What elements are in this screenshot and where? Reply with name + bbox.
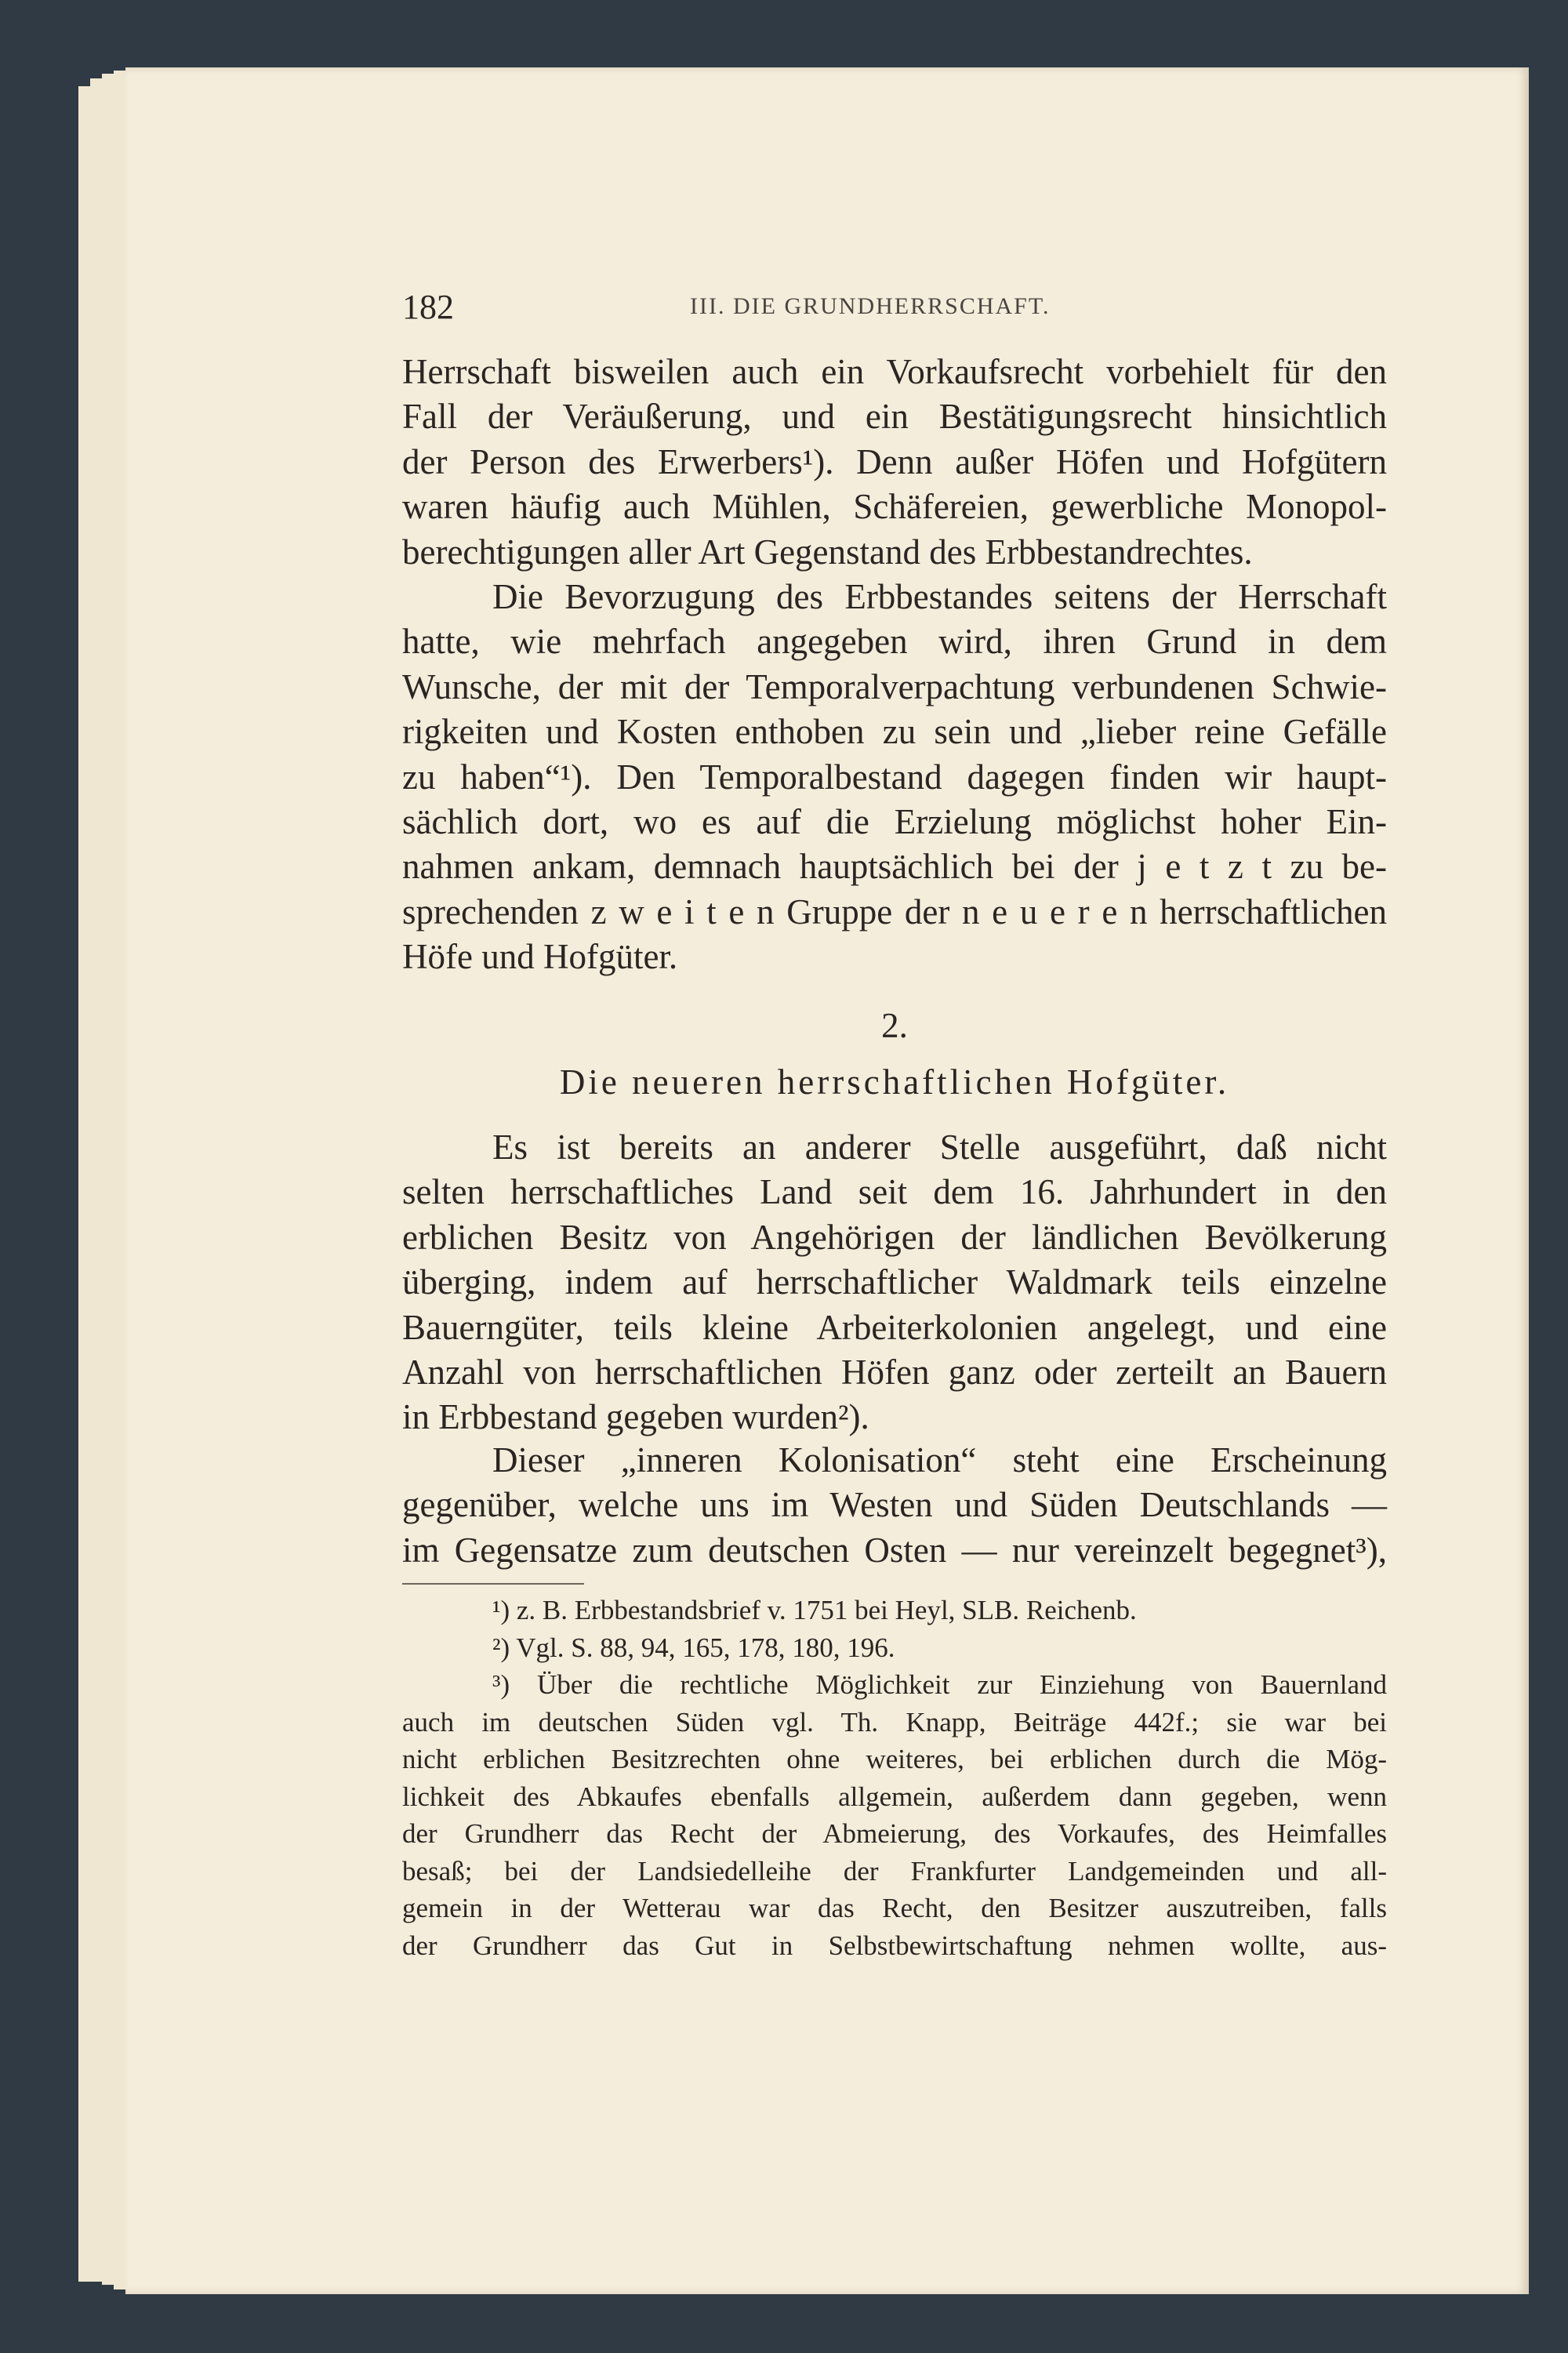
paragraph-1 — [402, 350, 1387, 575]
text-line: Die Bevorzugung des Erbbestandes seitens der Herrschaft — [492, 577, 1387, 616]
text-line: hatte, wie mehrfach angegeben wird, ihren Grund in dem — [402, 622, 1387, 662]
paragraph-2 — [402, 575, 1387, 980]
text-line: überging, indem auf herrschaftlicher Waldmark teils einzelne — [402, 1262, 1387, 1302]
page-number: 182 — [402, 288, 454, 326]
footnote-line: der Grundherr das Recht der Abmeierung, des Vorkaufes, des Heimfalles — [402, 1818, 1387, 1849]
text-line: Anzahl von herrschaftlichen Höfen ganz oder zerteilt an Bauern — [402, 1352, 1387, 1392]
paragraph-4 — [402, 1438, 1387, 1573]
footnote-line: lichkeit des Abkaufes ebenfalls allgemein, außerdem dann gegeben, wenn — [402, 1781, 1387, 1812]
footnote-line: ¹) z. B. Erbbestandsbrief v. 1751 bei Heyl, SLB. Reichenb. — [492, 1595, 1137, 1625]
text-line: nahmen ankam, demnach hauptsächlich bei der j e t z t zu be- — [402, 847, 1387, 887]
footnote-line: ²) Vgl. S. 88, 94, 165, 178, 180, 196. — [492, 1632, 895, 1663]
footnote-line: besaß; bei der Landsiedelleihe der Frankfurter Landgemeinden und all- — [402, 1855, 1387, 1886]
footnote-line: auch im deutschen Süden vgl. Th. Knapp, Beiträge 442f.; sie war bei — [402, 1706, 1387, 1738]
text-line: der Person des Erwerbers¹). Denn außer Höfen und Hofgütern — [402, 441, 1387, 481]
footnotes — [402, 1592, 1387, 1964]
text-line: Dieser „inneren Kolonisation“ steht eine Erscheinung — [492, 1440, 1387, 1480]
text-line: Fall der Veräußerung, und ein Bestätigungsrecht hinsichtlich — [402, 397, 1387, 437]
paragraph-3 — [402, 1125, 1387, 1440]
text-line: sächlich dort, wo es auf die Erzielung möglichst hoher Ein- — [402, 801, 1387, 841]
footnote-line: nicht erblichen Besitzrechten ohne weiteres, bei erblichen durch die Mög- — [402, 1744, 1387, 1774]
text-line: im Gegensatze zum deutschen Osten — nur vereinzelt begegnet³), — [402, 1530, 1387, 1570]
text-line: waren häufig auch Mühlen, Schäfereien, gewerbliche Monopol- — [402, 487, 1387, 527]
text-line: erblichen Besitz von Angehörigen der ländlichen Bevölkerung — [402, 1217, 1387, 1257]
text-line: Es ist bereits an anderer Stelle ausgeführt, daß nicht — [492, 1127, 1387, 1167]
section-title: Die neueren herrschaftlichen Hofgüter. — [559, 1062, 1230, 1102]
running-title: III. DIE GRUNDHERRSCHAFT. — [690, 293, 1051, 319]
text-line: berechtigungen aller Art Gegenstand des Erbbestandrechtes. — [402, 532, 1253, 572]
text-line: selten herrschaftliches Land seit dem 16. Jahrhundert in den — [402, 1172, 1387, 1212]
text-line: Bauerngüter, teils kleine Arbeiterkolonien angelegt, und eine — [402, 1307, 1387, 1347]
text-line: rigkeiten und Kosten enthoben zu sein und „lieber reine Gefälle — [402, 712, 1387, 752]
text-line: in Erbbestand gegeben wurden²). — [402, 1397, 869, 1437]
footnote-line: ³) Über die rechtliche Möglichkeit zur Einziehung von Bauernland — [492, 1669, 1387, 1700]
text-line: sprechenden z w e i t e n Gruppe der n e u e r e n herrschaftlichen — [402, 891, 1387, 931]
text-line: gegenüber, welche uns im Westen und Süden Deutschlands — — [402, 1485, 1387, 1525]
text-line: zu haben“¹). Den Temporalbestand dagegen finden wir haupt- — [402, 757, 1387, 797]
footnote-rule — [402, 1583, 584, 1585]
text-line: Wunsche, der mit der Temporalverpachtung verbundenen Schwie- — [402, 666, 1387, 706]
section-number: 2. — [881, 1006, 908, 1045]
footnote-line: der Grundherr das Gut in Selbstbewirtschaftung nehmen wollte, aus- — [402, 1930, 1387, 1961]
text-line: Höfe und Hofgüter. — [402, 937, 678, 977]
footnote-line: gemein in der Wetterau war das Recht, den Besitzer auszutreiben, falls — [402, 1893, 1387, 1923]
text-line: Herrschaft bisweilen auch ein Vorkaufsrecht vorbehielt für den — [402, 352, 1387, 391]
